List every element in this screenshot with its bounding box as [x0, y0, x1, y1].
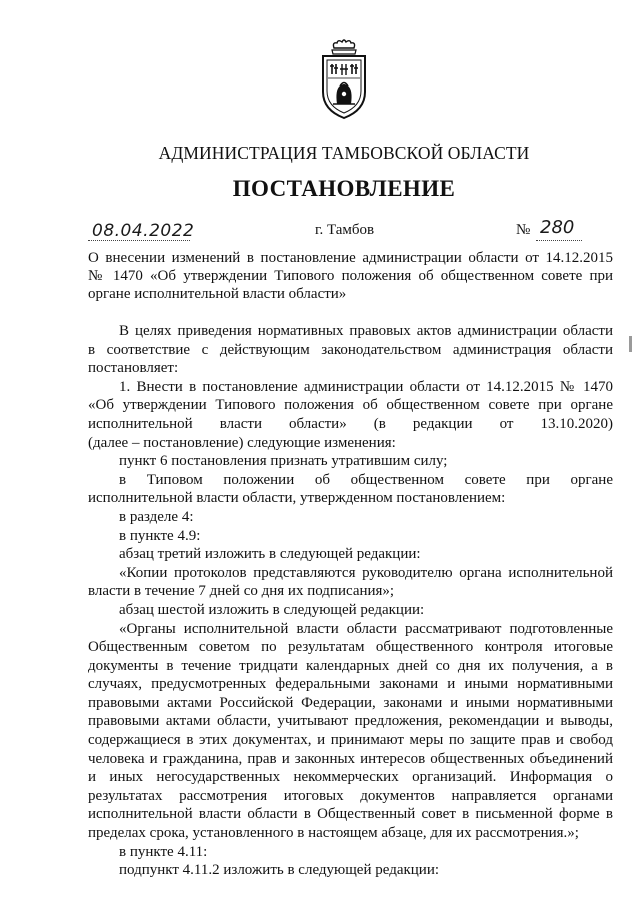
document-number-label: № — [516, 222, 531, 238]
number-underline — [536, 240, 582, 241]
organization-name: АДМИНИСТРАЦИЯ ТАМБОВСКОЙ ОБЛАСТИ — [158, 143, 530, 163]
body-line: (далее – постановление) следующие изменения: — [88, 434, 396, 451]
body-line: исполнительной власти области в Общественный совет в письменной форме в — [88, 806, 613, 823]
body-line: власти в течение 7 дней со дня их подписания»; — [88, 583, 395, 600]
body-line: результатах рассмотрения итоговых документов направляется органами — [88, 787, 613, 804]
body-line: подпункт 4.11.2 изложить в следующей редакции: — [119, 862, 440, 879]
body-line: 1. Внести в постановление администрации области от 14.12.2015 № 1470 — [119, 378, 613, 395]
subject-line: О внесении изменений в постановление администрации области от 14.12.2015 — [88, 250, 613, 266]
handwritten-document-number: 280 — [540, 217, 575, 238]
body-line: исполнительной власти области» (в редакции от 13.10.2020) — [88, 415, 613, 432]
body-line: в разделе 4: — [119, 508, 194, 525]
body-line: «Копии протоколов представляются руководителю органа исполнительной — [119, 564, 613, 581]
body-line: В целях приведения нормативных правовых актов администрации области — [119, 323, 613, 339]
subject-line: № 1470 «Об утверждении Типового положения об общественном совете при — [88, 268, 613, 284]
body-line: правовыми актами области, учитывают предложения, рекомендации и выводы, — [88, 713, 613, 730]
document-subject — [88, 249, 613, 303]
body-line: документы в течение тридцати календарных дней со дня их получения, а в — [88, 657, 613, 674]
body-line: исполнительной власти области, утвержденном постановлением: — [88, 490, 506, 507]
date-underline — [88, 240, 190, 241]
body-line: правовыми актами Российской Федерации, законами и иными нормативными — [88, 694, 613, 711]
body-line: содержащиеся в этих документах, и принимают меры по защите прав и свобод — [88, 732, 613, 749]
document-type-title: ПОСТАНОВЛЕНИЕ — [232, 176, 456, 201]
body-line: абзац третий изложить в следующей редакции: — [119, 546, 421, 563]
body-line: постановляет: — [88, 360, 179, 377]
body-line: «Органы исполнительной власти области рассматривают подготовленные — [119, 620, 613, 637]
body-line: абзац шестой изложить в следующей редакции: — [119, 601, 425, 618]
document-body — [88, 322, 613, 880]
tambov-coat-of-arms-icon — [318, 38, 370, 122]
subject-line: органе исполнительной власти области» — [88, 286, 347, 302]
body-line: пределах срока, установленного в настоящем абзаце, для их рассмотрения.»; — [88, 825, 579, 842]
body-line: случаях, предусмотренных федеральными законами и иными нормативными — [88, 676, 613, 693]
body-line: в соответствие с действующим законодательством администрация области — [88, 341, 613, 358]
handwritten-date: 08.04.2022 — [92, 221, 195, 241]
body-line: Общественным советом по результатам общественного контроля итоговые — [88, 639, 613, 656]
body-line: в пункте 4.9: — [119, 527, 201, 544]
body-line: «Об утверждении Типового положения об общественном совете при органе — [88, 397, 613, 414]
body-line: и иных негосударственных некоммерческих организаций. Информация о — [88, 769, 613, 786]
body-line: пункт 6 постановления признать утратившим силу; — [119, 453, 448, 470]
body-line: человека и гражданина, прав и законных интересов общественных объединений — [88, 750, 613, 767]
body-line: в Типовом положении об общественном совете при органе — [119, 471, 613, 488]
body-line: в пункте 4.11: — [119, 843, 208, 860]
city-name: г. Тамбов — [315, 222, 375, 238]
scan-artifact-mark — [629, 336, 632, 352]
